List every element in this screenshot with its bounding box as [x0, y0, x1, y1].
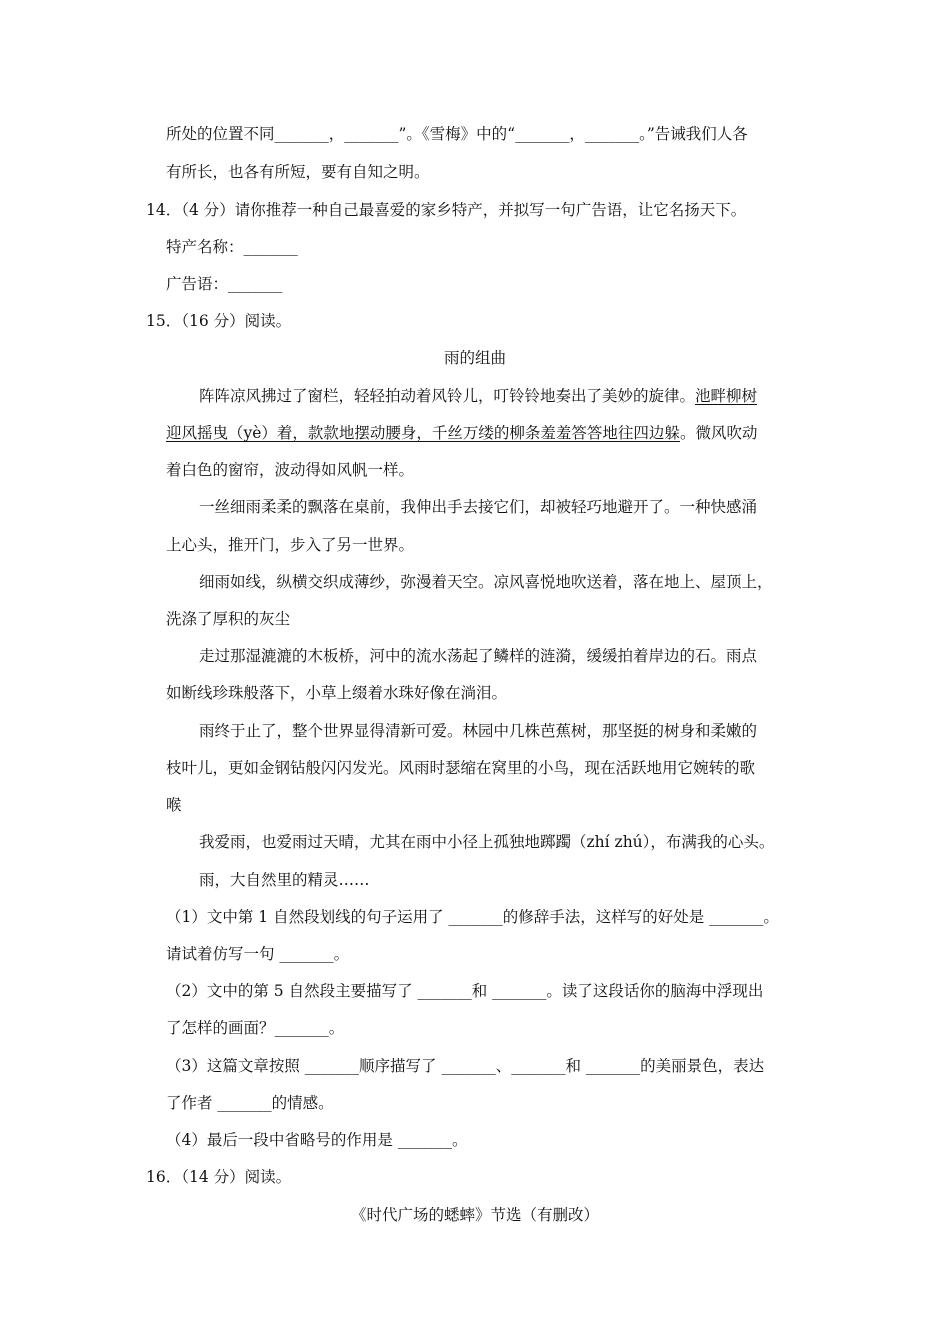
text-line: 了怎样的画面？_______。 — [166, 1019, 345, 1037]
text-line: 有所长，也各有所短，要有自知之明。 — [166, 163, 430, 181]
passage-title: 雨的组曲 — [443, 349, 506, 367]
underlined-sentence: 池畔柳树 — [695, 387, 758, 405]
text-line: 一丝细雨柔柔的飘落在桌前，我伸出手去接它们，却被轻巧地避开了。一种快感涌 — [199, 498, 758, 516]
sub-question-1: （1）文中第 1 自然段划线的句子运用了 _______的修辞手法，这样写的好处是 _______。 — [166, 908, 779, 926]
text-line: 了作者 _______的情感。 — [166, 1094, 334, 1112]
sub-question-3: （3）这篇文章按照 _______顺序描写了 _______、_______和 _______的美丽景色，表达 — [166, 1057, 765, 1075]
sub-question-4: （4）最后一段中省略号的作用是 _______。 — [166, 1131, 468, 1149]
question-15: 15．（16 分）阅读。 — [146, 312, 292, 330]
paragraph-1-line — [166, 423, 757, 443]
text-line: 洗涤了厚积的灰尘 — [166, 610, 291, 628]
text-line: 喉 — [166, 796, 182, 814]
underlined-sentence: 迎风摇曳（yè）着，款款地摆动腰身，千丝万缕的柳条羞羞答答地往四边躲 — [166, 424, 680, 442]
passage-title: 《时代广场的蟋蟀》节选（有删改） — [350, 1206, 599, 1224]
text-line: 上心头，推开门，步入了另一世界。 — [166, 536, 415, 554]
paragraph-1-line — [199, 386, 757, 406]
text-line: 我爱雨，也爱雨过天晴，尤其在雨中小径上孤独地踯躅（zhí zhú），布满我的心头。 — [199, 833, 775, 851]
text-line: 雨终于止了，整个世界显得清新可爱。林园中几株芭蕉树，那坚挺的树身和柔嫩的 — [199, 722, 758, 740]
text-line: 走过那湿漉漉的木板桥，河中的流水荡起了鳞样的涟漪，缓缓拍着岸边的石。雨点 — [199, 647, 758, 665]
answer-line-product: 特产名称：_______ — [166, 238, 298, 256]
text-line: 如断线珍珠般落下，小草上缀着水珠好像在淌泪。 — [166, 684, 508, 702]
plain-text: 。微风吹动 — [679, 424, 758, 442]
text-line: 雨，大自然里的精灵…… — [199, 871, 370, 889]
text-line: 请试着仿写一句 _______。 — [166, 945, 350, 963]
sub-question-2: （2）文中的第 5 自然段主要描写了 _______和 _______。读了这段话你的脑海中浮现出 — [166, 982, 764, 1000]
question-14: 14．（4 分）请你推荐一种自己最喜爱的家乡特产，并拟写一句广告语，让它名扬天下。 — [146, 201, 747, 219]
answer-line-slogan: 广告语：_______ — [166, 275, 283, 293]
plain-text: 阵阵凉风拂过了窗栏，轻轻拍动着风铃儿，叮铃铃地奏出了美妙的旋律。 — [199, 387, 696, 405]
text-line: 枝叶儿，更如金钢钻般闪闪发光。风雨时瑟缩在窝里的小鸟，现在活跃地用它婉转的歌 — [166, 759, 756, 777]
text-line: 细雨如线，纵横交织成薄纱，弥漫着天空。凉风喜悦地吹送着，落在地上、屋顶上， — [199, 573, 773, 591]
question-16: 16．（14 分）阅读。 — [146, 1168, 292, 1186]
text-line: 着白色的窗帘，波动得如风帆一样。 — [166, 461, 415, 479]
text-line: 所处的位置不同_______，_______”。《雪梅》中的“_______，_______。”告诫我们人各 — [166, 125, 748, 143]
